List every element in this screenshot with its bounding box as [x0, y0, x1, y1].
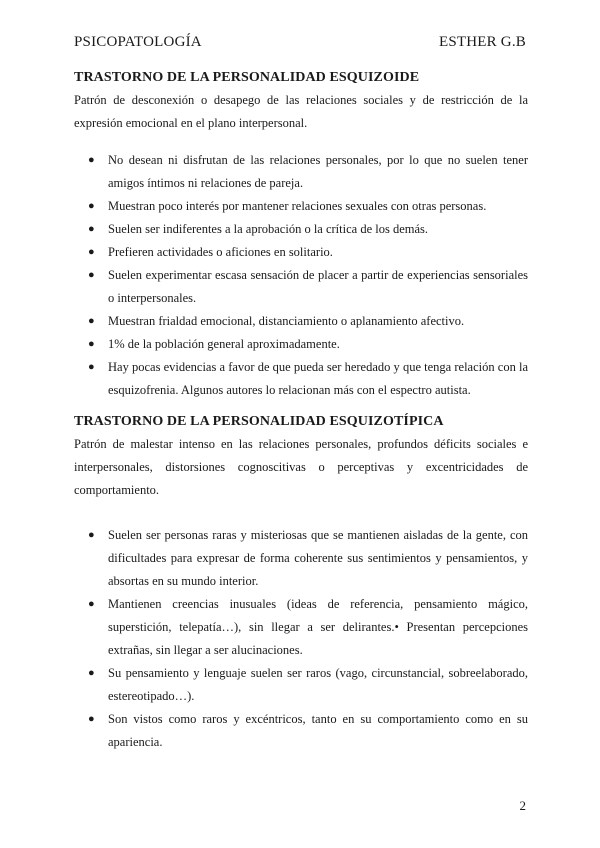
bullet-icon: ●	[88, 246, 95, 258]
list-item: ● Prefieren actividades o aficiones en solitario.	[74, 241, 528, 264]
list-item: ● Muestran frialdad emocional, distanciamiento o aplanamiento afectivo.	[74, 310, 528, 333]
bullet-icon: ●	[88, 315, 95, 327]
bullet-icon: ●	[88, 361, 95, 373]
bullet-icon: ●	[88, 269, 95, 281]
list-item: ● Suelen experimentar escasa sensación de placer a partir de experiencias sensoriales o interpersonales.	[74, 264, 528, 310]
bullet-icon: ●	[88, 667, 95, 679]
header-course-title: PSICOPATOLOGÍA	[74, 34, 202, 50]
list-item: ● Hay pocas evidencias a favor de que pueda ser heredado y que tenga relación con la esquizofrenia. Algunos autores lo relacionan más con el espectro autista.	[74, 356, 528, 402]
bullet-icon: ●	[88, 154, 95, 166]
list-item: ● Mantienen creencias inusuales (ideas de referencia, pensamiento mágico, superstición, telepatía…), sin llegar a ser delirantes.• Presentan percepciones extrañas, sin llegar a ser alucinaciones.	[74, 593, 528, 662]
list-item: ● Son vistos como raros y excéntricos, tanto en su comportamiento como en su apariencia.	[74, 708, 528, 754]
bullet-icon: ●	[88, 200, 95, 212]
bullet-icon: ●	[88, 338, 95, 350]
bullet-icon: ●	[88, 529, 95, 541]
header-author: ESTHER G.B	[438, 34, 526, 50]
page-number: 2	[519, 798, 526, 813]
list-item: ● Suelen ser personas raras y misteriosas que se mantienen aisladas de la gente, con dificultades para expresar de forma coherente sus sentimientos y pensamientos, y absortas en su mundo interior.	[74, 524, 528, 593]
list-item: ● No desean ni disfrutan de las relaciones personales, por lo que no suelen tener amigos íntimos ni relaciones de pareja.	[74, 149, 528, 195]
list-item: ● Suelen ser indiferentes a la aprobación o la crítica de los demás.	[74, 218, 528, 241]
section-title-esquizoide: TRASTORNO DE LA PERSONALIDAD ESQUIZOIDE	[74, 70, 420, 85]
section-intro-esquizotipica: Patrón de malestar intenso en las relaciones personales, profundos déficits sociales e interpersonales, distorsiones cognoscitivas o perceptivas y excentricidades de comportamiento.	[74, 437, 528, 497]
list-item: ● 1% de la población general aproximadamente.	[74, 333, 528, 356]
section-title-esquizotipica: TRASTORNO DE LA PERSONALIDAD ESQUIZOTÍPICA	[74, 414, 444, 429]
bullet-list-esquizoide	[74, 149, 528, 402]
page-header	[74, 34, 526, 51]
section-intro-esquizoide: Patrón de desconexión o desapego de las relaciones sociales y de restricción de la expresión emocional en el plano interpersonal.	[74, 93, 528, 130]
bullet-icon: ●	[88, 223, 95, 235]
list-item: ● Su pensamiento y lenguaje suelen ser raros (vago, circunstancial, sobreelaborado, estereotipado…).	[74, 662, 528, 708]
list-item: ● Muestran poco interés por mantener relaciones sexuales con otras personas.	[74, 195, 528, 218]
bullet-icon: ●	[88, 598, 95, 610]
document-body	[74, 70, 528, 754]
bullet-icon: ●	[88, 713, 95, 725]
bullet-list-esquizotipica	[74, 524, 528, 754]
